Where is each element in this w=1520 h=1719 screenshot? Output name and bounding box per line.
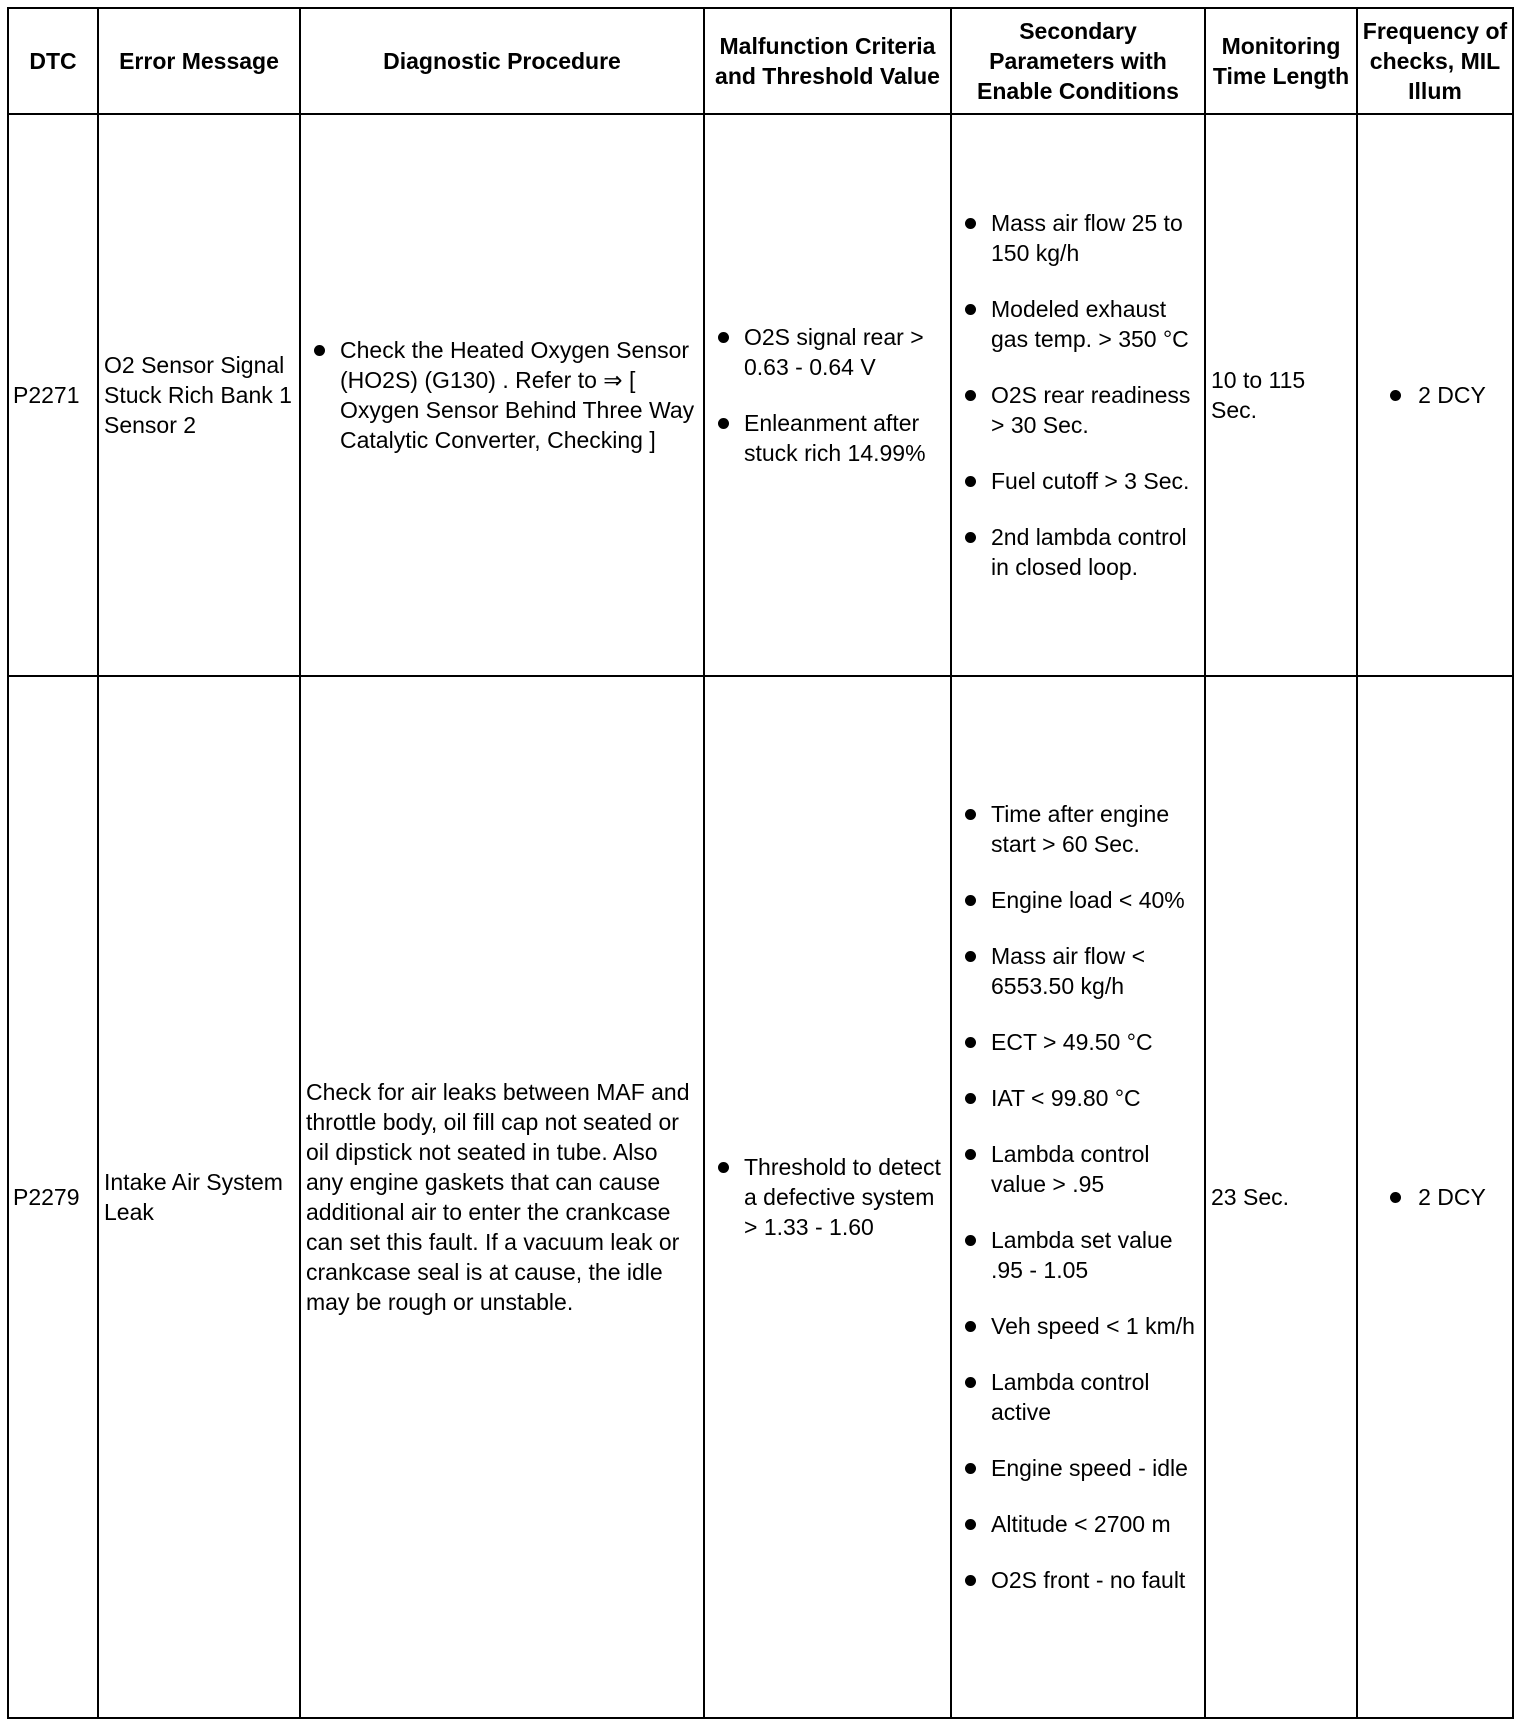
- parameter-list: [957, 208, 1199, 582]
- malfunction-criteria: [704, 676, 951, 1718]
- header-frequency: Frequency of checks, MIL Illum: [1357, 8, 1513, 114]
- parameter-item: Veh speed < 1 km/h: [957, 1311, 1199, 1341]
- secondary-parameters: [951, 114, 1205, 676]
- parameter-item: Lambda control active: [957, 1367, 1199, 1427]
- parameter-item: Lambda set value .95 - 1.05: [957, 1225, 1199, 1285]
- parameter-item: ECT > 49.50 °C: [957, 1027, 1199, 1057]
- parameter-item: O2S front - no fault: [957, 1565, 1199, 1595]
- malfunction-criteria: [704, 114, 951, 676]
- criteria-list: [710, 322, 945, 468]
- parameter-item: Altitude < 2700 m: [957, 1509, 1199, 1539]
- dtc-code: P2271: [8, 114, 98, 676]
- frequency-list: [1384, 1182, 1486, 1212]
- criteria-item: Enleanment after stuck rich 14.99%: [710, 408, 945, 468]
- parameter-item: Mass air flow < 6553.50 kg/h: [957, 941, 1199, 1001]
- error-message: Intake Air System Leak: [98, 676, 300, 1718]
- dtc-table: [7, 7, 1514, 1719]
- dtc-code: P2279: [8, 676, 98, 1718]
- frequency-list: [1384, 380, 1486, 410]
- diagnostic-procedure: [300, 114, 704, 676]
- parameter-item: Modeled exhaust gas temp. > 350 °C: [957, 294, 1199, 354]
- parameter-item: IAT < 99.80 °C: [957, 1083, 1199, 1113]
- header-row: [8, 8, 1513, 114]
- parameter-item: Engine speed - idle: [957, 1453, 1199, 1483]
- parameter-list: [957, 799, 1199, 1595]
- criteria-item: O2S signal rear > 0.63 - 0.64 V: [710, 322, 945, 382]
- header-diagnostic-procedure: Diagnostic Procedure: [300, 8, 704, 114]
- header-secondary-parameters: Secondary Parameters with Enable Conditions: [951, 8, 1205, 114]
- table-row: [8, 114, 1513, 676]
- parameter-item: Fuel cutoff > 3 Sec.: [957, 466, 1199, 496]
- parameter-item: Engine load < 40%: [957, 885, 1199, 915]
- table-row: [8, 676, 1513, 1718]
- parameter-item: Time after engine start > 60 Sec.: [957, 799, 1199, 859]
- frequency-item: 2 DCY: [1384, 380, 1486, 410]
- frequency: [1357, 114, 1513, 676]
- diagnostic-procedure: Check for air leaks between MAF and throttle body, oil fill cap not seated or oil dipstick not seated in tube. Also any engine gaskets that can cause additional air to enter the crankcase can set this fault. If a vacuum leak or crankcase seal is at cause, the idle may be rough or unstable.: [300, 676, 704, 1718]
- frequency: [1357, 676, 1513, 1718]
- monitoring-time: 23 Sec.: [1205, 676, 1357, 1718]
- criteria-item: Threshold to detect a defective system > 1.33 - 1.60: [710, 1152, 945, 1242]
- error-message: O2 Sensor Signal Stuck Rich Bank 1 Sensor 2: [98, 114, 300, 676]
- header-monitoring-time: Monitoring Time Length: [1205, 8, 1357, 114]
- parameter-item: Lambda control value > .95: [957, 1139, 1199, 1199]
- header-dtc: DTC: [8, 8, 98, 114]
- criteria-list: [710, 1152, 945, 1242]
- parameter-item: O2S rear readiness > 30 Sec.: [957, 380, 1199, 440]
- parameter-item: Mass air flow 25 to 150 kg/h: [957, 208, 1199, 268]
- header-error-message: Error Message: [98, 8, 300, 114]
- monitoring-time: 10 to 115 Sec.: [1205, 114, 1357, 676]
- header-malfunction-criteria: Malfunction Criteria and Threshold Value: [704, 8, 951, 114]
- procedure-list: [306, 335, 698, 455]
- secondary-parameters: [951, 676, 1205, 1718]
- frequency-item: 2 DCY: [1384, 1182, 1486, 1212]
- procedure-item: Check the Heated Oxygen Sensor (HO2S) (G130) . Refer to ⇒ [ Oxygen Sensor Behind Three Way Catalytic Converter, Checking ]: [306, 335, 698, 455]
- parameter-item: 2nd lambda control in closed loop.: [957, 522, 1199, 582]
